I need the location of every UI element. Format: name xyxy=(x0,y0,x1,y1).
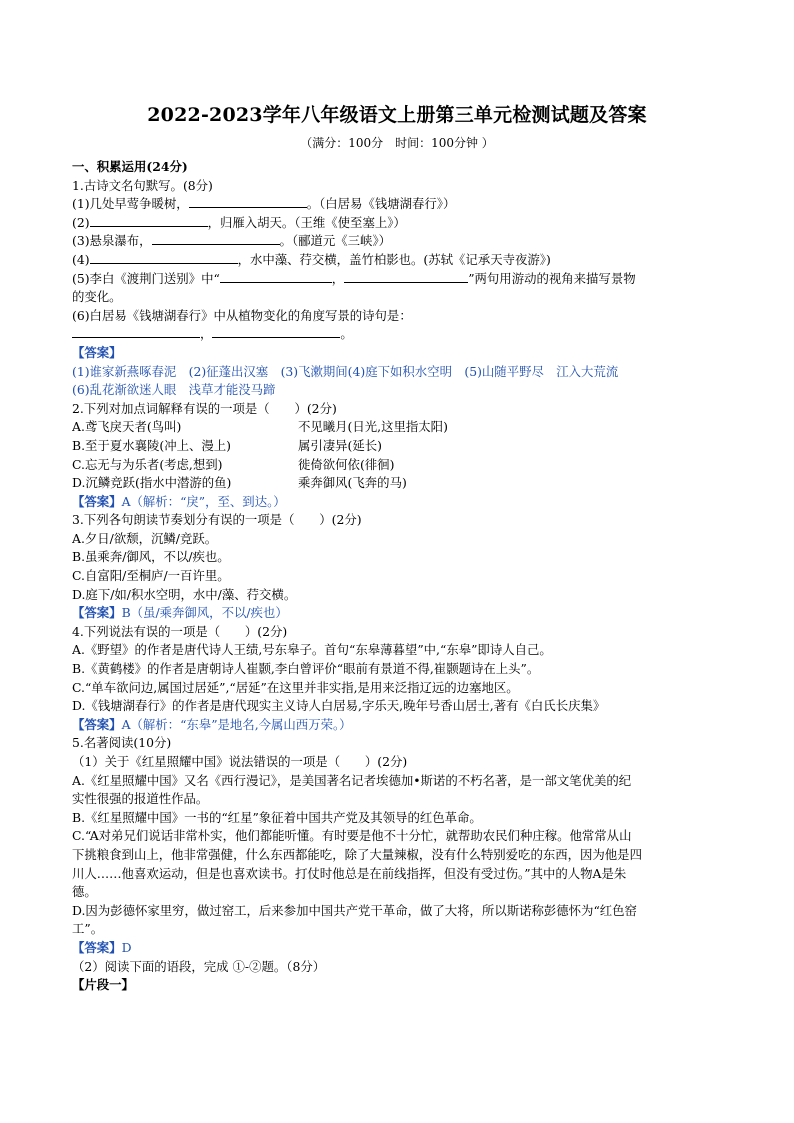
question-1-stem: 1.古诗文名句默写。(8分) xyxy=(72,177,213,193)
option-d-cont: 工”。 xyxy=(72,921,104,937)
option-row xyxy=(72,437,722,456)
exam-content xyxy=(72,158,722,995)
question-1-line-6: (6)白居易《钱塘湖春行》中从植物变化的角度写景的诗句是： xyxy=(72,307,412,323)
text: (4) xyxy=(72,251,90,267)
answer-row xyxy=(72,939,722,958)
text: 。（白居易《钱塘湖春行》） xyxy=(306,196,456,212)
option-c: C.自富阳/至桐庐/一百许里。 xyxy=(72,568,230,584)
page-title: 2022-2023学年八年级语文上册第三单元检测试题及答案 xyxy=(147,104,647,126)
answer-label: 【答案】 xyxy=(72,493,122,509)
sub-question-2: （2）阅读下面的语段，完成 ①-②题。（8分） xyxy=(72,958,326,974)
option-a: A.《野望》的作者是唐代诗人王绩,号东皋子。首句“东皋薄暮望”中,“东皋”即诗人自己。 xyxy=(72,642,552,658)
option-c: C.“A对弟兄们说话非常朴实，他们都能听懂。有时要是他不十分忙，就帮助农民们种庄稼。他常常从山 xyxy=(72,828,632,844)
option-c-cont: 德。 xyxy=(72,884,97,900)
text: (2) xyxy=(72,214,90,230)
text: 。（郦道元《三峡》） xyxy=(279,233,392,249)
answer-label: 【答案】 xyxy=(72,939,122,955)
answer-label: 【答案】 xyxy=(72,605,122,621)
question-3-stem: 3.下列各句朗读节奏划分有误的一项是（ ）(2分) xyxy=(72,512,362,528)
text: 。 xyxy=(340,326,353,342)
option-c-cont: 下挑粮食到山上，他非常强健，什么东西都能吃，除了大量辣椒，没有什么特别爱吃的东西，因为他是四 xyxy=(72,846,642,862)
option-row xyxy=(72,418,722,437)
answer-text: D xyxy=(121,939,132,955)
question-1-line-4 xyxy=(72,251,722,270)
blank-line xyxy=(189,195,307,208)
question-1-line-6-blanks xyxy=(72,325,722,344)
option-d: D.《钱塘湖春行》的作者是唐代现实主义诗人白居易,字乐天,晚年号香山居士,著有《白氏长庆集》 xyxy=(72,698,606,714)
section-title: 一、积累运用(24分) xyxy=(72,159,188,174)
blank-line xyxy=(90,251,238,264)
option-c-cont: 川人……他喜欢运动，但是也喜欢读书。打仗时他总是在前线指挥，但没有受过伤。”其中的人物A是朱 xyxy=(72,865,627,881)
option-row xyxy=(72,456,722,475)
option-b-left: B.至于夏水襄陵(冲上、漫上) xyxy=(72,437,232,453)
answer-row xyxy=(72,493,722,512)
question-4-stem: 4.下列说法有误的一项是（ ）(2分) xyxy=(72,623,288,639)
answer-text: A（解析：“戾”，至、到达。） xyxy=(121,493,286,509)
option-a: A.《红星照耀中国》又名《西行漫记》，是美国著名记者埃德加•斯诺的不朽名著，是一部文笔优美的纪 xyxy=(72,772,632,788)
text: (3)悬泉瀑布， xyxy=(72,233,152,249)
text: ，归雁入胡天。（王维《使至塞上》） xyxy=(207,214,406,230)
blank-line xyxy=(72,325,200,338)
option-d: D.庭下/如/积水空明，水中/藻、荇交横。 xyxy=(72,586,297,602)
text: (5)李白《渡荆门送别》中“ xyxy=(72,270,220,286)
answer-label: 【答案】 xyxy=(72,344,122,360)
option-b-right: 属引凄异(延长) xyxy=(298,437,383,453)
option-a-cont: 实性很强的报道性作品。 xyxy=(72,791,209,807)
blank-line xyxy=(90,214,208,227)
answer-row xyxy=(72,716,722,735)
text: ，水中藻、荇交横，盖竹柏影也。(苏轼《记承天寺夜游》) xyxy=(237,251,551,267)
option-c-left: C.忘无与为乐者(考虑,想到) xyxy=(72,456,223,472)
answer-row xyxy=(72,604,722,623)
question-2-stem: 2.下列对加点词解释有误的一项是（ ）(2分) xyxy=(72,400,337,416)
option-b: B.《黄鹤楼》的作者是唐朝诗人崔颢,李白曾评价“眼前有景道不得,崔颢题诗在上头”。 xyxy=(72,661,540,677)
blank-line xyxy=(344,270,468,283)
blank-line xyxy=(152,232,280,245)
answer-text: A（解析：“东皋”是地名,今属山西万荣。） xyxy=(121,716,352,732)
option-a: A.夕日/欲颓，沉鳞/竞跃。 xyxy=(72,530,218,546)
option-a-left: A.鸢飞戾天者(鸟叫) xyxy=(72,419,182,435)
option-d-left: D.沉鳞竞跃(指水中潜游的鱼) xyxy=(72,475,232,491)
option-b: B.《红星照耀中国》一书的“红星”象征着中国共产党及其领导的红色革命。 xyxy=(72,809,482,825)
blank-line xyxy=(212,325,340,338)
blank-line xyxy=(220,270,332,283)
answer-text: (1)谁家新燕啄春泥 (2)征蓬出汉塞 (3)飞漱期间(4)庭下如积水空明 (5)山随平野尽 江入大荒流 xyxy=(72,363,619,379)
sub-question-1: （1）关于《红星照耀中国》说法错误的一项是（ ）(2分) xyxy=(72,754,408,769)
question-1-line-5 xyxy=(72,270,722,289)
question-1-line-2 xyxy=(72,214,722,233)
option-c-right: 徙倚欲何依(徘徊) xyxy=(298,456,395,472)
question-1-line-1 xyxy=(72,195,722,214)
option-d-right: 乘奔御风(飞奔的马) xyxy=(298,475,407,491)
question-1-line-3 xyxy=(72,232,722,251)
answer-text: (6)乱花渐欲迷人眼 浅草才能没马蹄 xyxy=(72,382,276,398)
text: (1)几处早莺争暖树， xyxy=(72,196,189,212)
option-a-right: 不见曦月(日光,这里指太阳) xyxy=(298,419,448,435)
text: ”两句用游动的视角来描写景物 xyxy=(468,270,636,286)
text: ， xyxy=(200,326,213,342)
fragment-heading: 【片段一】 xyxy=(72,977,134,993)
question-5-stem: 5.名著阅读(10分) xyxy=(72,735,172,751)
option-row xyxy=(72,474,722,493)
answer-text: B（虽/乘奔御风，不以/疾也） xyxy=(121,605,288,621)
page-subtitle: （满分：100分 时间：100分钟 ） xyxy=(300,136,494,150)
text: ， xyxy=(331,270,345,286)
option-b: B.虽乘奔/御风，不以/疾也。 xyxy=(72,549,230,565)
option-c: C.“单车欲问边,属国过居延”,“居延”在这里并非实指,是用来泛指辽远的边塞地区。 xyxy=(72,679,519,695)
answer-label: 【答案】 xyxy=(72,716,122,732)
question-1-line-5-cont: 的变化。 xyxy=(72,289,122,305)
option-d: D.因为彭德怀家里穷，做过窑工，后来参加中国共产党干革命，做了大将，所以斯诺称彭德怀为“红色窑 xyxy=(72,902,637,918)
